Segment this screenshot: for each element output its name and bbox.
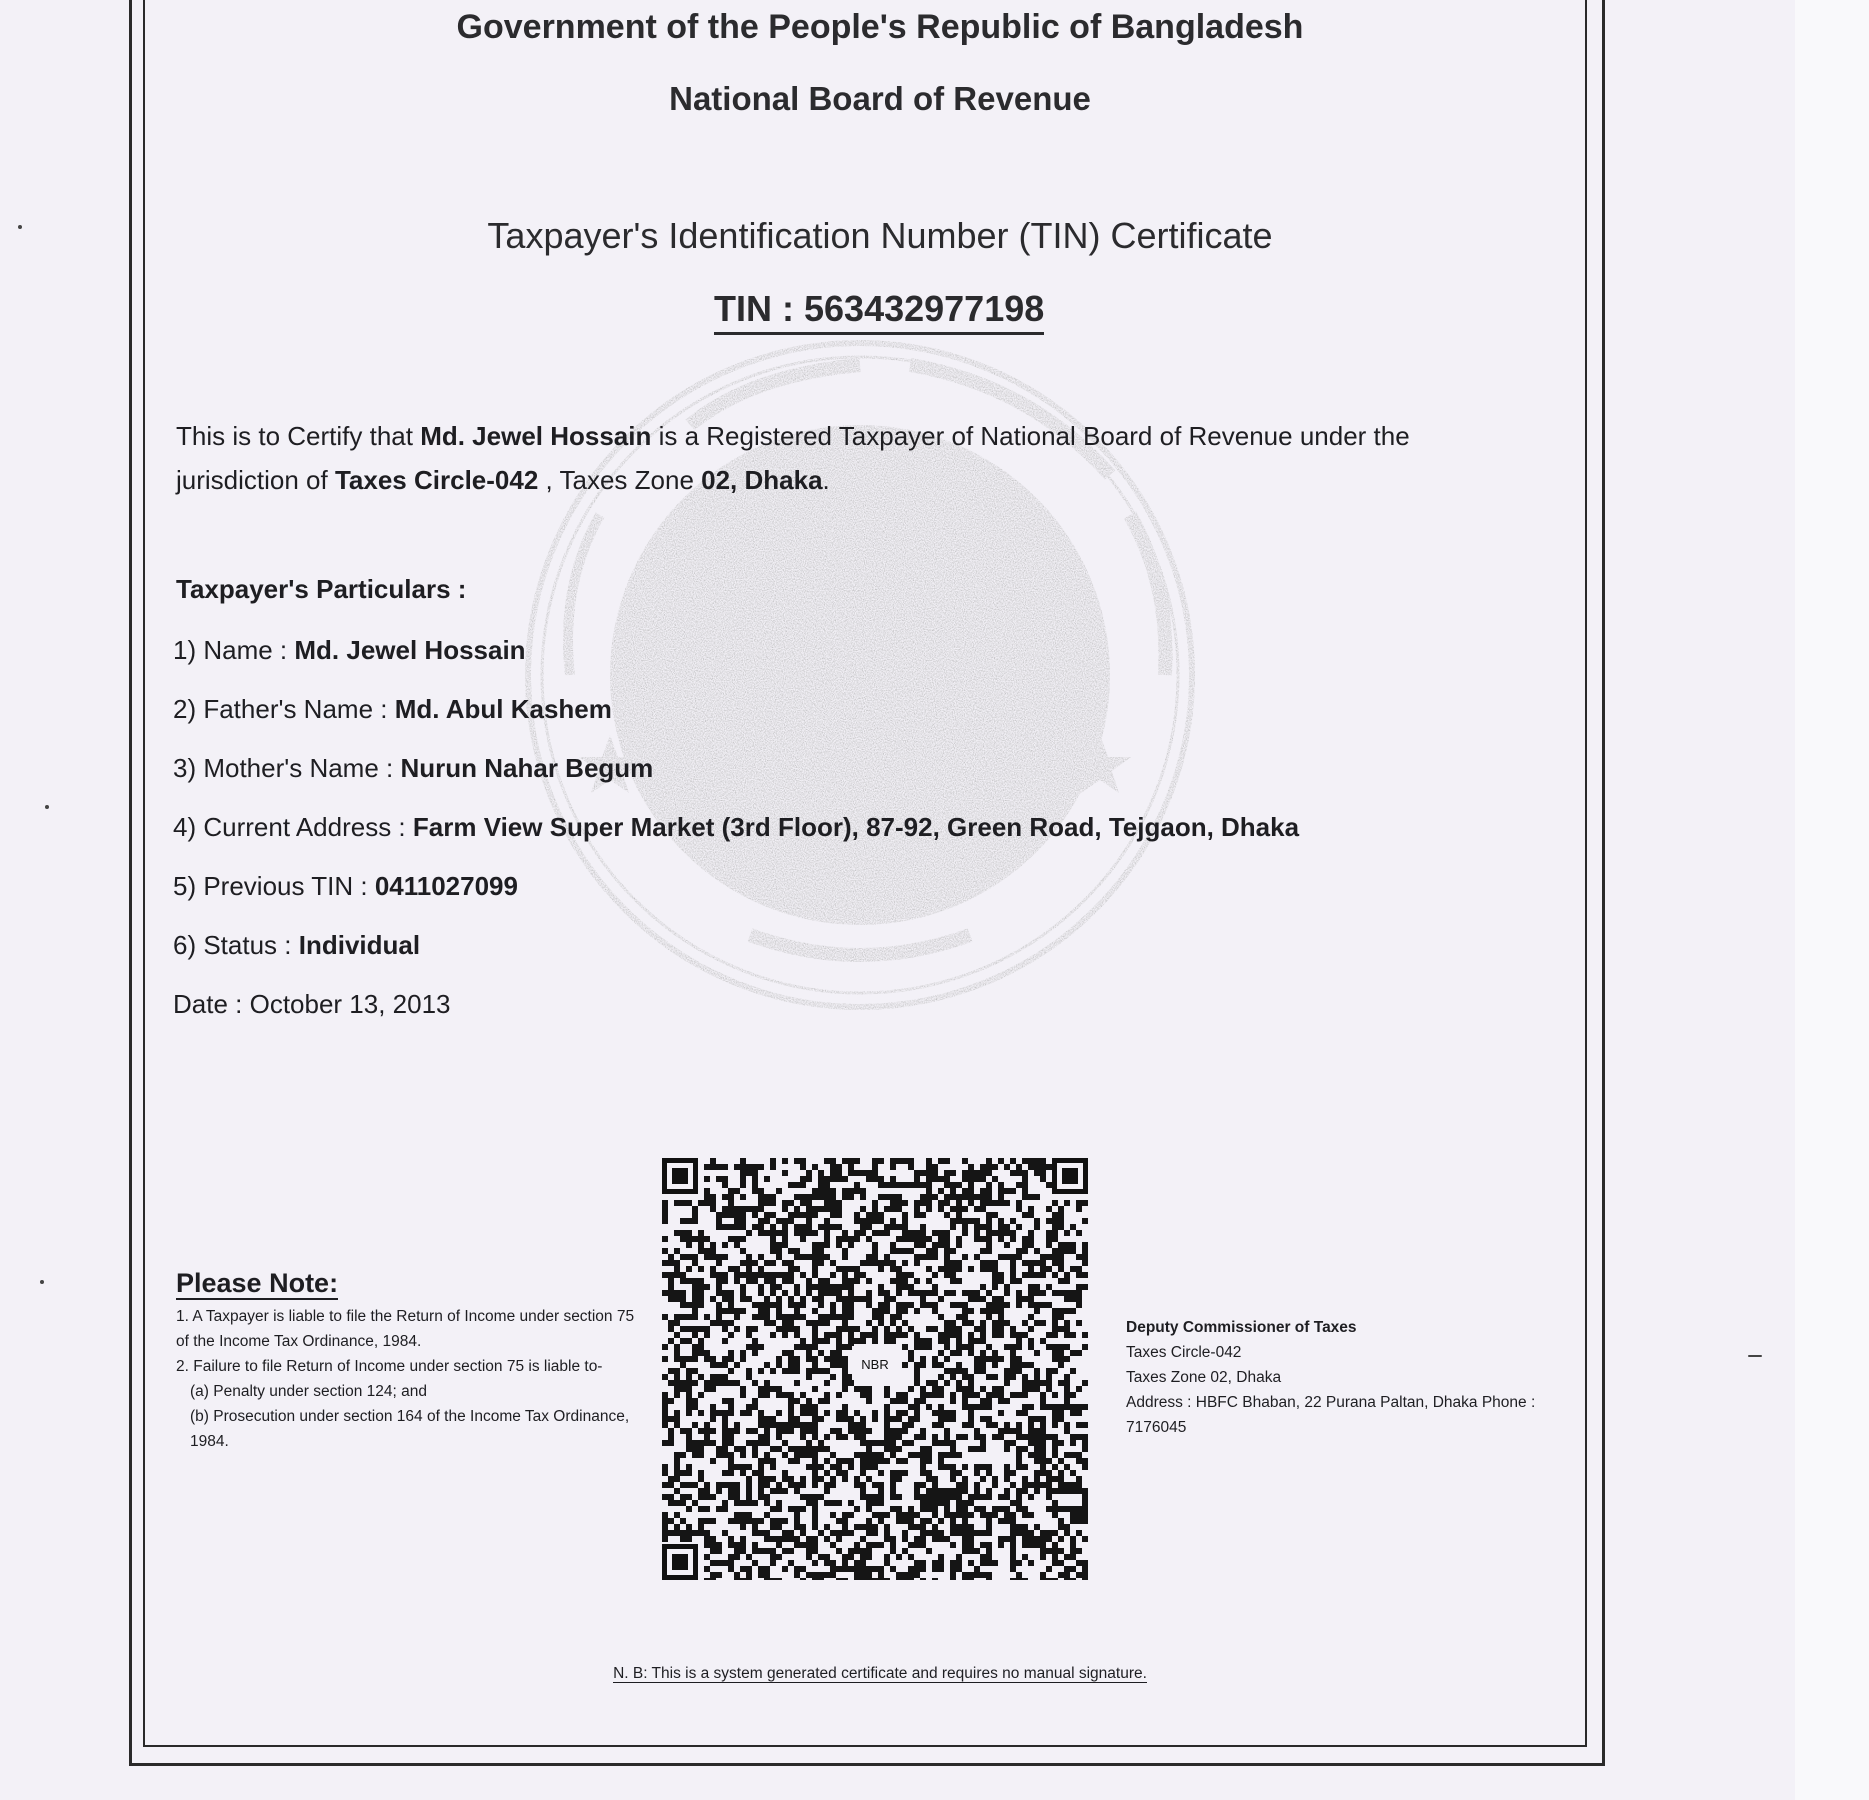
particular-current-address <box>173 812 1299 843</box>
cert-taxes-circle: Taxes Circle-042 <box>334 465 539 495</box>
particular-label: 3) Mother's Name : <box>173 753 401 783</box>
qr-finder-top-left <box>662 1158 698 1194</box>
tin-number <box>714 288 1044 335</box>
government-heading: Government of the People's Republic of Bangladesh <box>456 8 1304 46</box>
particular-label: 5) Previous TIN : <box>173 871 375 901</box>
office-zone: Taxes Zone 02, Dhaka <box>1126 1369 1282 1386</box>
particular-value: Individual <box>298 930 421 960</box>
date-value: October 13, 2013 <box>249 989 451 1019</box>
please-note-list <box>176 1304 636 1454</box>
certificate-title: Taxpayer's Identification Number (TIN) Certificate <box>487 215 1273 256</box>
particular-father-name <box>173 694 612 725</box>
cert-text-part: This is to Certify that <box>176 421 421 451</box>
board-heading: National Board of Revenue <box>669 80 1091 117</box>
qr-code <box>662 1158 1088 1580</box>
particular-mother-name <box>173 753 653 784</box>
particular-value: 0411027099 <box>374 871 518 901</box>
tin-value: 563432977198 <box>804 288 1045 329</box>
note-subitem: (b) Prosecution under section 164 of the Income Tax Ordinance, 1984. <box>190 1408 630 1450</box>
cert-taxpayer-name: Md. Jewel Hossain <box>420 421 652 451</box>
issuing-office <box>1126 1315 1576 1440</box>
tin-label: TIN : <box>714 288 794 329</box>
particular-value: Md. Abul Kashem <box>394 694 612 724</box>
particular-previous-tin <box>173 871 518 902</box>
particular-name <box>173 635 526 666</box>
cert-text-part: is a Registered Taxpayer of National Board of Revenue under the jurisdiction of <box>176 421 1410 495</box>
particular-label: 4) Current Address : <box>173 812 413 842</box>
certificate-date <box>173 989 451 1020</box>
particular-value: Nurun Nahar Begum <box>400 753 654 783</box>
office-title: Deputy Commissioner of Taxes <box>1126 1319 1357 1336</box>
note-item: 1. A Taxpayer is liable to file the Return of Income under section 75 of the Income Tax Ordinance, 1984. <box>176 1308 635 1350</box>
date-label: Date : <box>173 989 250 1019</box>
particular-label: 6) Status : <box>173 930 299 960</box>
particular-label: 1) Name : <box>173 635 295 665</box>
certification-text <box>176 414 1536 502</box>
particular-status <box>173 930 420 961</box>
system-generated-note <box>0 1665 1760 1683</box>
cert-text-part: . <box>822 465 830 495</box>
cert-taxes-zone: 02, Dhaka <box>701 465 823 495</box>
qr-finder-bottom-left <box>662 1544 698 1580</box>
qr-center-logo-text: NBR <box>861 1357 889 1372</box>
office-address: Address : HBFC Bhaban, 22 Purana Paltan, Dhaka Phone : 7176045 <box>1126 1394 1536 1436</box>
cert-text-part: , Taxes Zone <box>538 465 702 495</box>
note-subitem: (a) Penalty under section 124; and <box>190 1383 427 1400</box>
office-circle: Taxes Circle-042 <box>1126 1344 1242 1361</box>
please-note-title: Please Note: <box>176 1268 339 1298</box>
particular-value: Farm View Super Market (3rd Floor), 87-92, Green Road, Tejgaon, Dhaka <box>412 812 1300 842</box>
qr-finder-top-right <box>1052 1158 1088 1194</box>
particular-label: 2) Father's Name : <box>173 694 395 724</box>
particular-value: Md. Jewel Hossain <box>294 635 526 665</box>
nb-text: N. B: This is a system generated certificate and requires no manual signature. <box>613 1665 1147 1682</box>
note-item: 2. Failure to file Return of Income under section 75 is liable to- <box>176 1358 603 1375</box>
particulars-heading: Taxpayer's Particulars : <box>176 574 467 604</box>
